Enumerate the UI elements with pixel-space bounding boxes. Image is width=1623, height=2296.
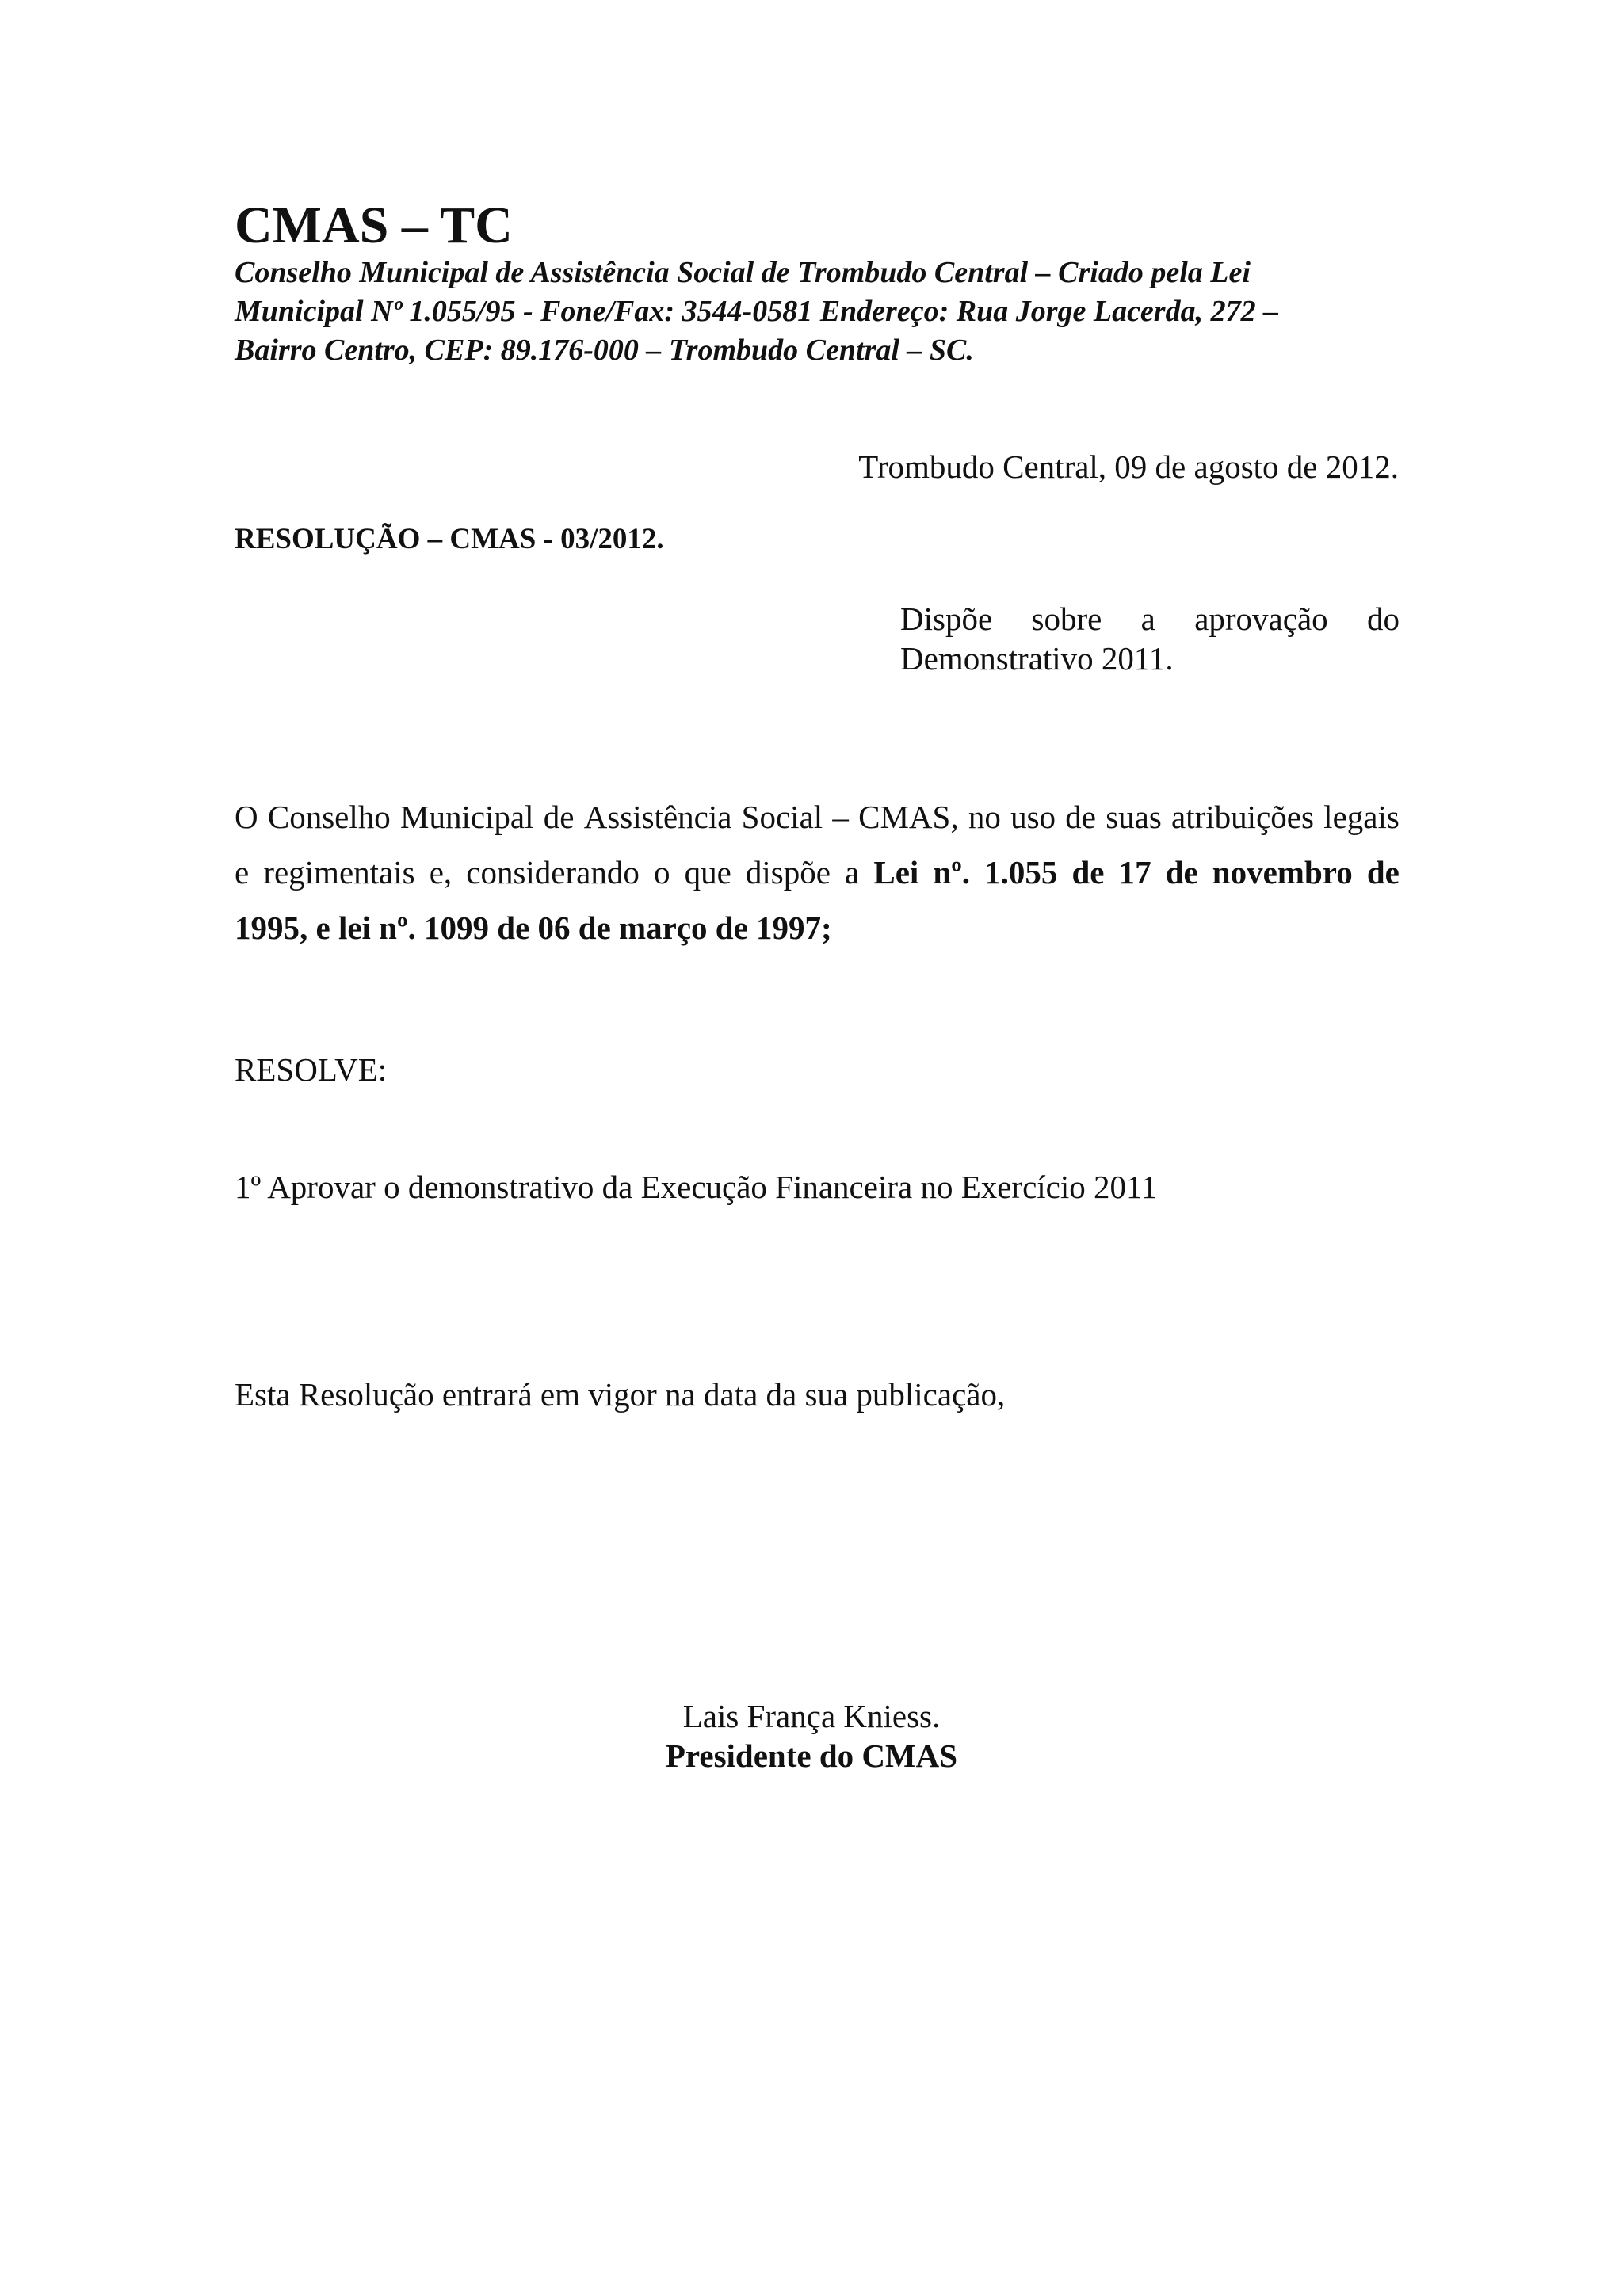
summary-word: aprovação <box>1194 601 1328 637</box>
organization-details-line: Municipal Nº 1.055/95 - Fone/Fax: 3544-0581 Endereço: Rua Jorge Lacerda, 272 – <box>235 295 1279 328</box>
law-reference-word: Lei <box>873 854 919 891</box>
resolution-summary <box>900 599 1400 678</box>
preamble-line <box>235 845 1400 900</box>
organization-details-line: Bairro Centro, CEP: 89.176-000 – Trombudo Central – SC. <box>235 334 974 367</box>
preamble-word: regimentais <box>263 854 415 891</box>
preamble-word: CMAS, <box>858 799 959 835</box>
preamble-word: a <box>845 854 860 891</box>
preamble-word: – <box>832 799 849 835</box>
resolve-heading: RESOLVE: <box>235 1051 388 1088</box>
preamble-word: no <box>968 799 1001 835</box>
preamble-word: dispõe <box>745 854 831 891</box>
signature-block <box>0 1696 1623 1775</box>
preamble-paragraph <box>235 789 1400 955</box>
signatory-role: Presidente do CMAS <box>665 1737 958 1774</box>
preamble-word: suas <box>1106 799 1162 835</box>
organization-title: CMAS – TC <box>235 196 513 254</box>
preamble-line <box>235 900 1400 955</box>
preamble-word: Municipal <box>399 799 534 835</box>
preamble-word: uso <box>1010 799 1056 835</box>
preamble-word: de <box>543 799 575 835</box>
resolution-number: RESOLUÇÃO – CMAS - 03/2012. <box>235 523 664 555</box>
organization-details <box>235 254 1400 370</box>
preamble-word: Assistência <box>583 799 732 835</box>
law-reference-word: 17 <box>1118 854 1151 891</box>
preamble-word: e <box>235 854 250 891</box>
document-date: Trombudo Central, 09 de agosto de 2012. <box>858 448 1399 485</box>
preamble-word: e, <box>429 854 453 891</box>
organization-details-line: Conselho Municipal de Assistência Social de Trombudo Central – Criado pela Lei <box>235 256 1251 289</box>
law-reference-word: novembro <box>1212 854 1353 891</box>
article-1: 1º Aprovar o demonstrativo da Execução Financeira no Exercício 2011 <box>235 1169 1158 1205</box>
preamble-word: o <box>653 854 670 891</box>
preamble-word: atribuições <box>1171 799 1314 835</box>
preamble-word: O <box>235 799 258 835</box>
preamble-word: de <box>1065 799 1096 835</box>
summary-word: do <box>1367 601 1400 637</box>
preamble-word: considerando <box>466 854 640 891</box>
law-reference-word: nº. <box>933 854 970 891</box>
summary-line <box>900 599 1400 639</box>
preamble-word: Conselho <box>267 799 391 835</box>
preamble-word: Social <box>741 799 823 835</box>
law-reference-word: de <box>1071 854 1105 891</box>
law-reference: 1995, e lei nº. 1099 de 06 de março de 1997; <box>235 910 832 946</box>
summary-word: sobre <box>1031 601 1102 637</box>
preamble-line <box>235 789 1400 845</box>
summary-line: Demonstrativo 2011. <box>900 640 1174 677</box>
law-reference-word: 1.055 <box>984 854 1058 891</box>
validity-clause: Esta Resolução entrará em vigor na data da sua publicação, <box>235 1376 1006 1413</box>
preamble-word: que <box>684 854 731 891</box>
preamble-word: legais <box>1323 799 1400 835</box>
summary-word: a <box>1140 601 1155 637</box>
law-reference-word: de <box>1366 854 1400 891</box>
summary-word: Dispõe <box>900 601 993 637</box>
law-reference-word: de <box>1165 854 1198 891</box>
signatory-name: Lais França Kniess. <box>682 1698 941 1734</box>
